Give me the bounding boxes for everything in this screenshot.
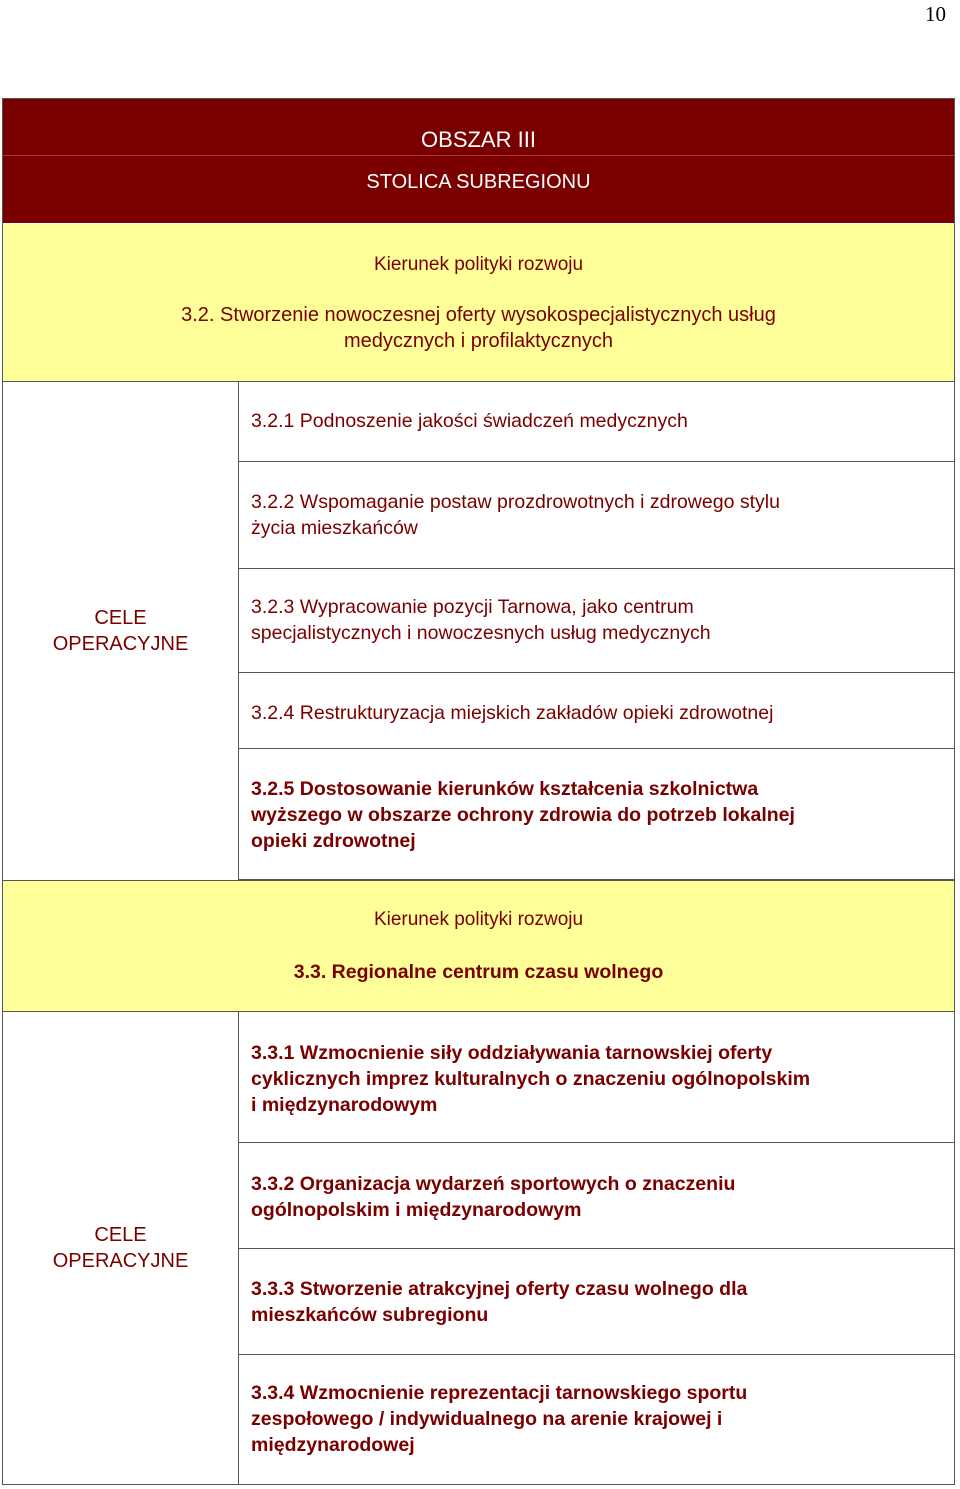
goal-line: 3.2.3 Wypracowanie pozycji Tarnowa, jako centrum (251, 596, 694, 618)
area-header (3, 99, 954, 224)
goal-line: 3.3.4 Wzmocnienie reprezentacji tarnowskiego sportu (251, 1382, 748, 1404)
goal-line: 3.2.4 Restrukturyzacja miejskich zakładów opieki zdrowotnej (251, 702, 774, 724)
goal-line: 3.2.1 Podnoszenie jakości świadczeń medycznych (251, 410, 688, 432)
goal-cell (239, 673, 954, 749)
goal-cell (239, 749, 954, 880)
direction-row-2 (3, 880, 954, 1012)
goal-line: ogólnopolskim i międzynarodowym (251, 1199, 582, 1221)
goal-line: 3.3.2 Organizacja wydarzeń sportowych o znaczeniu (251, 1173, 736, 1195)
goal-cell (239, 569, 954, 673)
goal-line: zespołowego / indywidualnego na arenie krajowej i (251, 1408, 723, 1430)
goal-line: życia mieszkańców (251, 517, 418, 539)
goal-line: 3.2.5 Dostosowanie kierunków kształcenia szkolnictwa (251, 778, 759, 800)
direction-title-line: medycznych i profilaktycznych (344, 330, 613, 352)
area-title: OBSZAR III (421, 127, 536, 152)
goal-cell (239, 462, 954, 569)
page-number: 10 (925, 2, 946, 26)
label-line: CELE (94, 607, 147, 629)
goal-line: opieki zdrowotnej (251, 830, 416, 852)
area-subtitle: STOLICA SUBREGIONU (366, 171, 591, 193)
goal-cell (239, 1249, 954, 1355)
direction-row-1 (3, 224, 954, 382)
goal-line: 3.3.1 Wzmocnienie siły oddziaływania tarnowskiej oferty (251, 1042, 773, 1064)
goal-cell (239, 1143, 954, 1249)
operational-goals-label (3, 1012, 239, 1484)
goal-line: 3.3.3 Stworzenie atrakcyjnej oferty czasu wolnego dla (251, 1278, 748, 1300)
goal-cell (239, 382, 954, 462)
operational-goals-label (3, 382, 239, 880)
goal-line: 3.2.2 Wspomaganie postaw prozdrowotnych i zdrowego stylu (251, 491, 780, 513)
label-line: OPERACYJNE (52, 1250, 189, 1272)
goal-line: i międzynarodowym (251, 1094, 438, 1116)
goal-line: mieszkańców subregionu (251, 1304, 489, 1326)
direction-title-line: 3.3. Regionalne centrum czasu wolnego (293, 961, 664, 983)
strategy-table (2, 98, 955, 1485)
label-line: OPERACYJNE (52, 633, 189, 655)
direction-label: Kierunek polityki rozwoju (373, 909, 584, 930)
header-divider (3, 155, 954, 156)
goal-cell (239, 1355, 954, 1484)
goal-line: wyższego w obszarze ochrony zdrowia do potrzeb lokalnej (251, 804, 795, 826)
goal-line: cyklicznych imprez kulturalnych o znaczeniu ogólnopolskim (251, 1068, 811, 1090)
direction-label: Kierunek polityki rozwoju (373, 254, 584, 275)
direction-title-line: 3.2. Stworzenie nowoczesnej oferty wysokospecjalistycznych usług (181, 304, 776, 326)
goal-line: specjalistycznych i nowoczesnych usług medycznych (251, 622, 711, 644)
goal-line: międzynarodowej (251, 1434, 415, 1456)
label-line: CELE (94, 1224, 147, 1246)
goal-cell (239, 1012, 954, 1143)
